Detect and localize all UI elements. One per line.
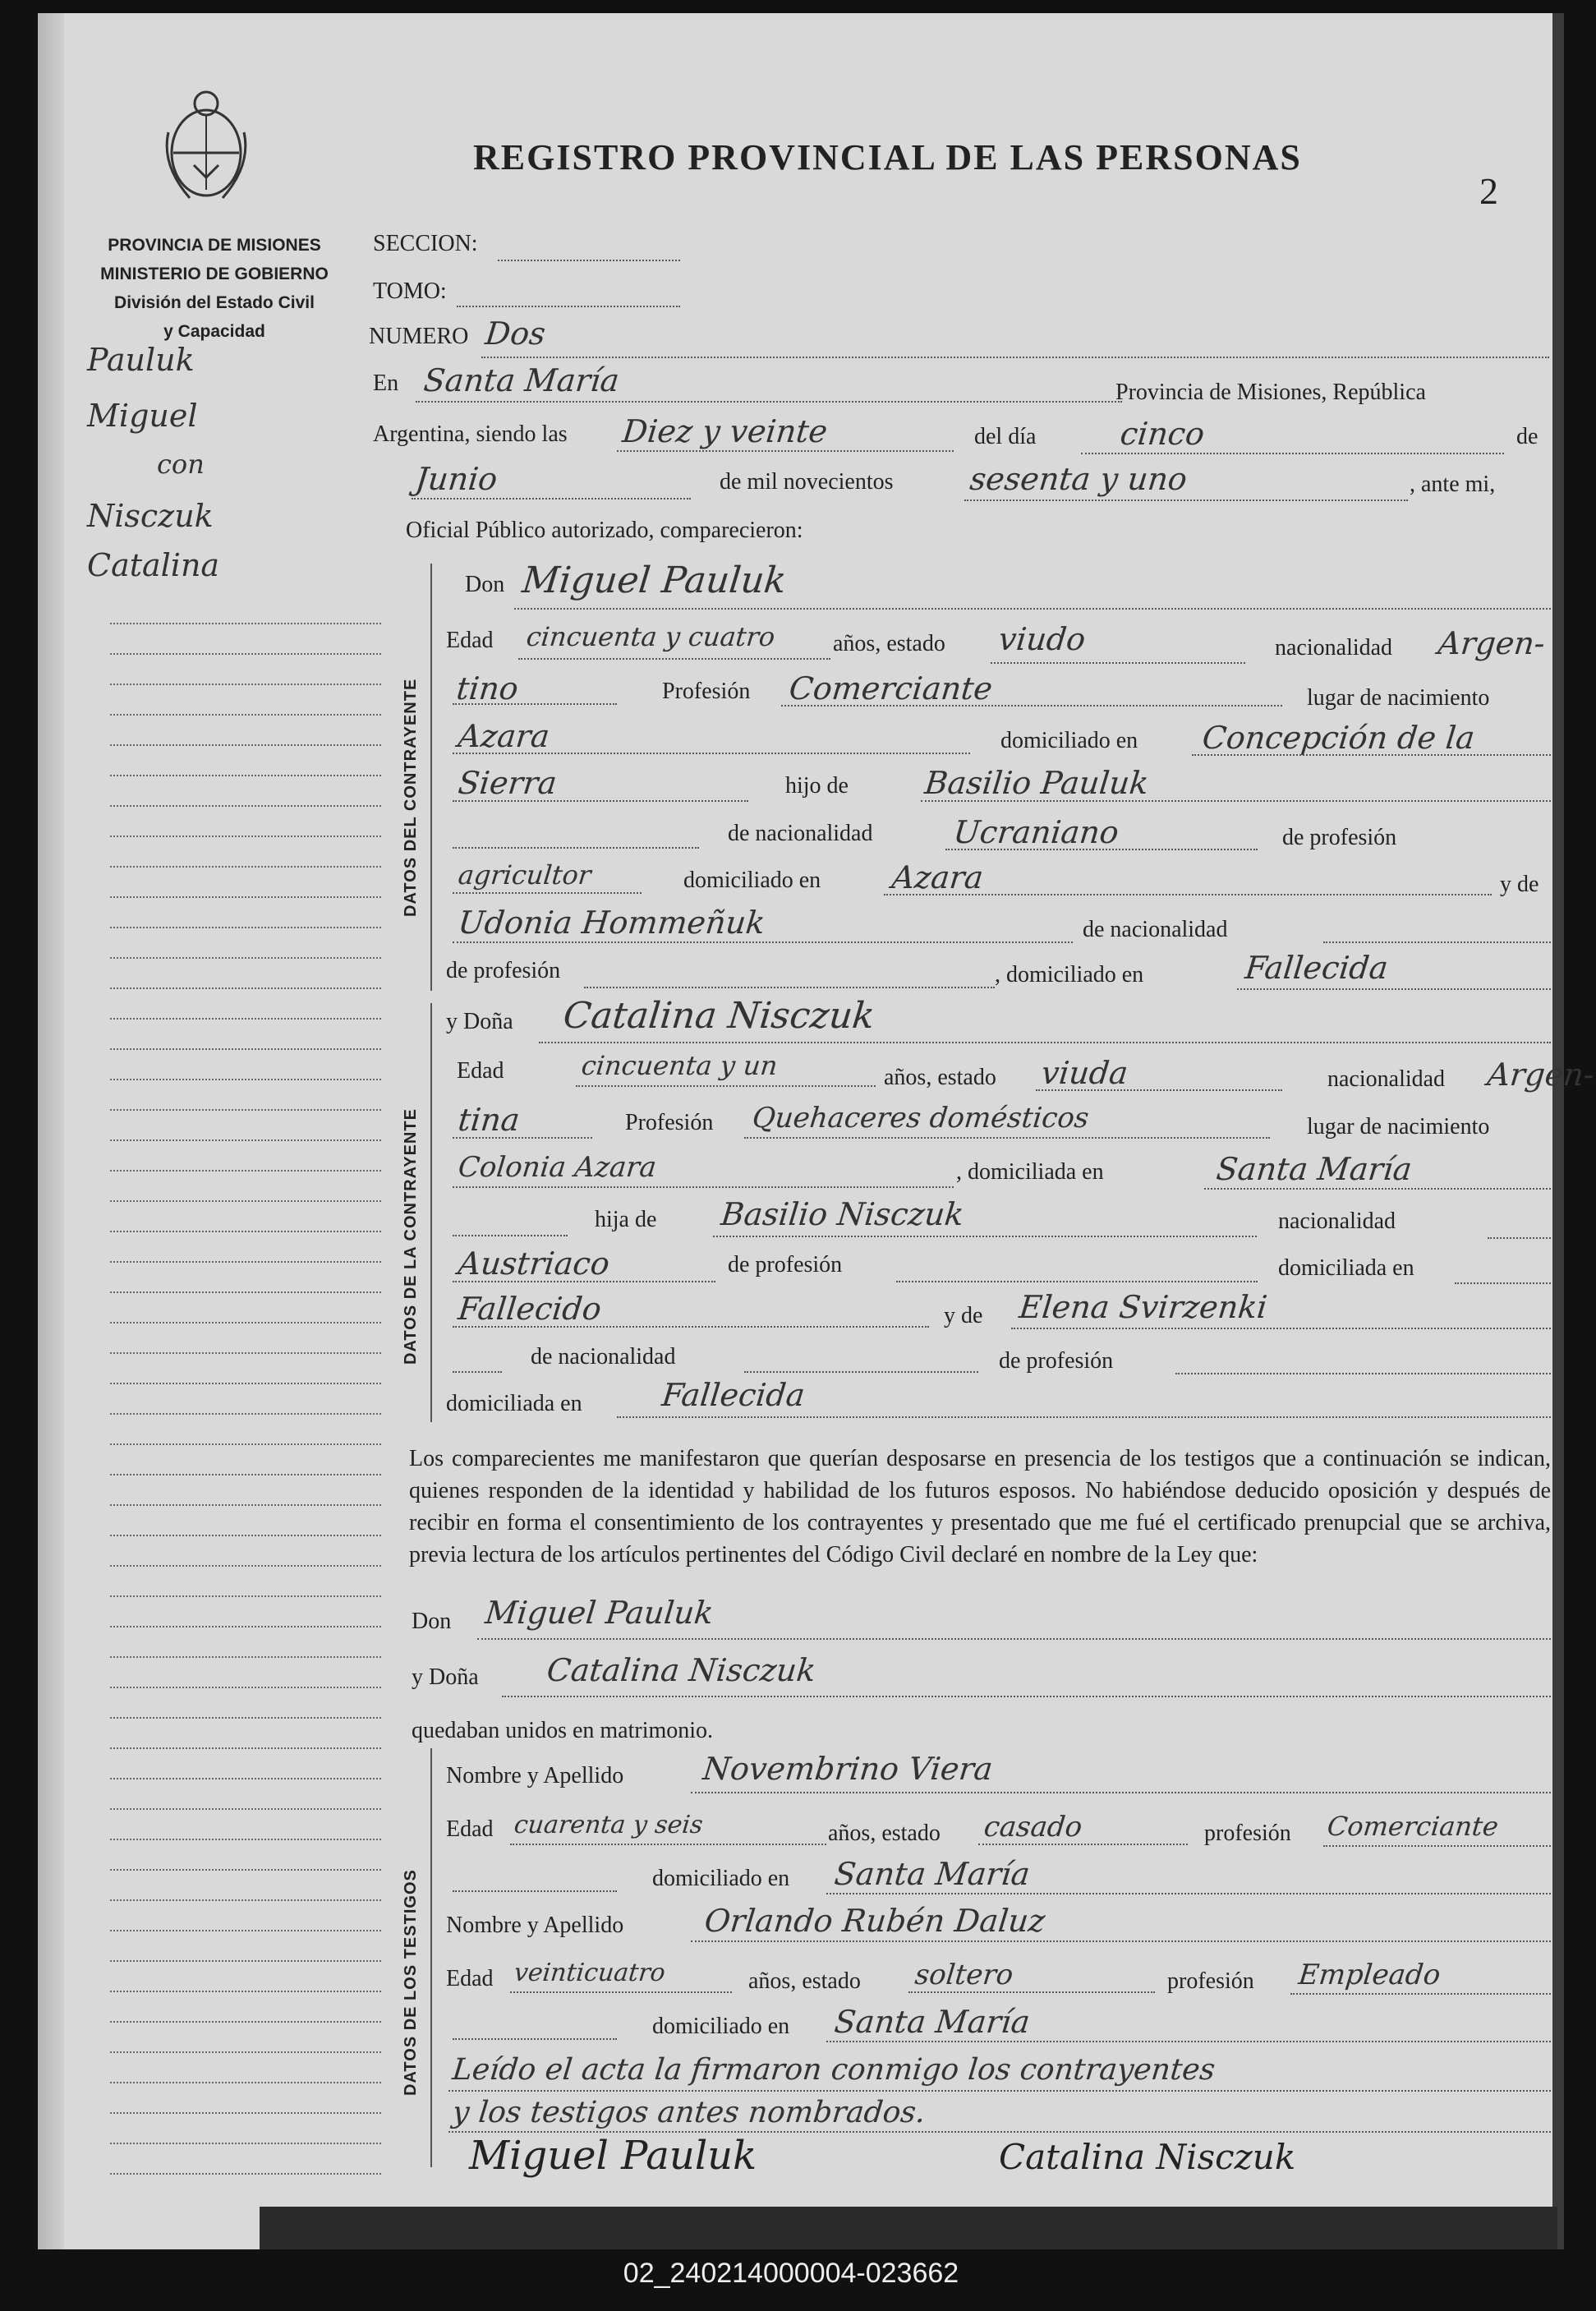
province-line-1: PROVINCIA DE MISIONES xyxy=(108,236,321,255)
margin-ruled-line xyxy=(110,1079,381,1080)
register-header: REGISTRO PROVINCIAL DE LAS PERSONAS xyxy=(473,137,1302,177)
witness-section-label: DATOS DE LOS TESTIGOS xyxy=(402,1869,420,2096)
w1-dom-pre-line xyxy=(453,1890,617,1892)
groom-father-prof: agricultor xyxy=(457,859,593,891)
w2-prof: Empleado xyxy=(1296,1959,1442,1991)
w2-dom-line xyxy=(826,2041,1551,2042)
en-value: Santa María xyxy=(421,362,622,398)
groom-mother-nac-label: de nacionalidad xyxy=(1083,917,1228,942)
groom-lugar-label: lugar de nacimiento xyxy=(1307,685,1490,711)
groom-lugar-line xyxy=(453,753,970,754)
hora-line xyxy=(617,450,954,452)
groom-prof-line xyxy=(781,705,1282,707)
groom-mother-prof-label: de profesión xyxy=(446,958,561,983)
groom-name-line xyxy=(514,608,1551,610)
bride-father-prof-label: de profesión xyxy=(728,1252,843,1277)
ano-value: sesenta y uno xyxy=(968,461,1189,497)
margin-ruled-line xyxy=(110,1200,381,1202)
hora-value: Diez y veinte xyxy=(620,413,830,449)
coat-of-arms-icon xyxy=(157,83,255,206)
groom-profesion-label: Profesión xyxy=(662,679,751,704)
bride-mother-line xyxy=(1011,1328,1551,1329)
margin-ruled-line xyxy=(110,1991,381,1992)
groom-father-dom-label: domiciliado en xyxy=(683,868,821,893)
margin-name-3: con xyxy=(157,449,205,480)
quedaban-label: quedaban unidos en matrimonio. xyxy=(412,1718,714,1743)
margin-ruled-line xyxy=(110,1808,381,1810)
bride-father-prof-line xyxy=(896,1281,1258,1282)
page-binding xyxy=(38,13,64,2249)
bride-mother-nac-line xyxy=(744,1371,978,1373)
margin-ruled-line xyxy=(110,1474,381,1475)
w1-estado-line xyxy=(978,1844,1188,1845)
tomo-line xyxy=(457,306,680,307)
bride-nac-a: Argen- xyxy=(1485,1057,1596,1093)
bride-dom: Santa María xyxy=(1214,1151,1414,1187)
de-label: de xyxy=(1516,424,1539,449)
mes-value: Junio xyxy=(413,461,499,497)
margin-ruled-line xyxy=(110,1109,381,1111)
bride-mother-prof-label: de profesión xyxy=(999,1348,1114,1374)
bride-lugar: Colonia Azara xyxy=(456,1151,659,1184)
margin-name-4: Nisczuk xyxy=(87,498,214,534)
closing-line-1: Leído el acta la firmaron conmigo los contrayentes xyxy=(450,2053,1217,2087)
w1-dom-label: domiciliado en xyxy=(652,1866,790,1891)
groom-section-border xyxy=(430,564,432,991)
dia-value: cinco xyxy=(1118,416,1207,452)
groom-nac-b: tino xyxy=(454,670,521,707)
ante-mi-label: , ante mi, xyxy=(1410,472,1496,497)
w2-estado-line xyxy=(908,1991,1155,1993)
groom-edad-label: Edad xyxy=(446,628,494,653)
decl-don-line xyxy=(477,1638,1551,1640)
seccion-label: SECCION: xyxy=(373,231,478,256)
groom-mother-line xyxy=(453,941,1073,943)
bride-estado: viuda xyxy=(1039,1055,1130,1091)
decl-don-label: Don xyxy=(412,1609,452,1634)
groom-section-label: DATOS DEL CONTRAYENTE xyxy=(402,678,420,917)
bride-mother-prof-line xyxy=(1175,1373,1551,1374)
w1-estado: casado xyxy=(982,1811,1084,1844)
ano-line xyxy=(964,499,1408,501)
groom-nac-b-line xyxy=(453,703,617,705)
bride-father-nac-label: nacionalidad xyxy=(1278,1208,1396,1234)
margin-ruled-line xyxy=(110,1687,381,1688)
tomo-label: TOMO: xyxy=(373,279,447,304)
groom-mother-dom-line xyxy=(1237,988,1551,990)
oficial-label: Oficial Público autorizado, comparecieron: xyxy=(406,518,803,543)
w1-prof: Comerciante xyxy=(1326,1811,1500,1842)
margin-ruled-line xyxy=(110,1869,381,1871)
numero-value: Dos xyxy=(483,315,548,352)
bride-lugar-label: lugar de nacimiento xyxy=(1307,1114,1490,1139)
margin-ruled-line xyxy=(110,1413,381,1415)
groom-prof: Comerciante xyxy=(787,670,995,707)
bride-mother-dom-label: domiciliada en xyxy=(446,1391,582,1416)
margin-ruled-line xyxy=(110,714,381,716)
margin-ruled-line xyxy=(110,1139,381,1141)
w2-dom-pre-line xyxy=(453,2038,617,2040)
w1-prof-line xyxy=(1323,1845,1551,1847)
bride-section-border xyxy=(430,1003,432,1422)
province-block xyxy=(83,231,346,346)
groom-estado: viudo xyxy=(996,621,1088,657)
bride-nac-b-line xyxy=(453,1137,592,1139)
margin-ruled-line xyxy=(110,1383,381,1384)
en-label: En xyxy=(373,371,399,396)
margin-ruled-line xyxy=(110,2082,381,2083)
groom-father-line xyxy=(921,800,1551,802)
margin-ruled-line xyxy=(110,1930,381,1931)
groom-nacionalidad-label: nacionalidad xyxy=(1275,635,1393,661)
bride-age-line xyxy=(576,1085,876,1087)
groom-dom-b: Sierra xyxy=(456,765,559,801)
margin-ruled-line xyxy=(110,1747,381,1749)
declaration-paragraph: Los comparecientes me manifestaron que querían desposarse en presencia de los testigos que a continuación se indican, quienes responden de la identidad y habilidad de los futuros esposos. No habiéndose deducido oposición y después de recibir en forma el consentimiento de los contrayentes y presentado que me fué el certificado prenupcial que se archiva, previa lectura de los artículos pertinentes del Código Civil declaré en nombre de la Ley que: xyxy=(409,1446,1551,1568)
margin-ruled-line xyxy=(110,1960,381,1962)
w2-dom-label: domiciliado en xyxy=(652,2014,790,2039)
witness-section-border xyxy=(430,1748,432,2167)
groom-dom-b-line xyxy=(453,800,748,802)
groom-age-line xyxy=(518,658,830,660)
groom-mother: Udonia Hommeñuk xyxy=(456,905,767,941)
groom-don-label: Don xyxy=(465,572,505,597)
w1-dom-line xyxy=(826,1893,1551,1894)
margin-ruled-line xyxy=(110,653,381,655)
dia-line xyxy=(1081,453,1504,454)
bride-domiciliada-label: , domiciliada en xyxy=(956,1159,1104,1185)
margin-ruled-line xyxy=(110,927,381,928)
bride-name-line xyxy=(539,1042,1551,1043)
bride-dom-line xyxy=(1204,1188,1551,1190)
groom-name: Miguel Pauluk xyxy=(520,559,789,601)
image-identifier: 02_240214000004-023662 xyxy=(623,2258,959,2289)
margin-ruled-line xyxy=(110,1352,381,1354)
margin-ruled-line xyxy=(110,1048,381,1050)
w1-name-line xyxy=(691,1792,1551,1793)
w2-dom: Santa María xyxy=(832,2004,1033,2040)
bride-mother-nac-label: de nacionalidad xyxy=(531,1344,676,1370)
numero-line xyxy=(481,357,1549,358)
bride-father-dom-line xyxy=(453,1326,929,1328)
bride-dona-label: y Doña xyxy=(446,1009,513,1034)
bottom-edge xyxy=(260,2207,1557,2249)
w2-age: veinticuatro xyxy=(513,1959,667,1987)
margin-ruled-line xyxy=(110,2143,381,2144)
w1-edad-label: Edad xyxy=(446,1816,494,1842)
register-page xyxy=(38,13,1596,2249)
groom-dom-a: Concepción de la xyxy=(1200,720,1477,756)
en-line xyxy=(416,401,1122,403)
page-edge xyxy=(1552,13,1564,2249)
w2-name-line xyxy=(691,1940,1551,1942)
bride-hija-label: hija de xyxy=(595,1207,657,1232)
w2-name: Orlando Rubén Daluz xyxy=(702,1903,1047,1939)
margin-ruled-line xyxy=(110,1261,381,1263)
provincia-label: Provincia de Misiones, República xyxy=(1115,380,1426,405)
numero-label: NUMERO xyxy=(369,324,469,349)
margin-ruled-line xyxy=(110,684,381,685)
margin-ruled-line xyxy=(110,1899,381,1901)
bride-edad-label: Edad xyxy=(457,1058,504,1084)
margin-ruled-line xyxy=(110,2051,381,2053)
bride-father-nac-tail-line xyxy=(1488,1237,1551,1239)
groom-father: Basilio Pauluk xyxy=(922,765,1151,801)
w2-edad-label: Edad xyxy=(446,1966,494,1991)
groom-father-dom: Azara xyxy=(890,859,986,895)
bride-mother: Elena Svirzenki xyxy=(1017,1289,1269,1325)
margin-ruled-line xyxy=(110,1778,381,1779)
groom-father-nac: Ucraniano xyxy=(951,814,1121,850)
w1-anos-estado-label: años, estado xyxy=(828,1821,941,1846)
margin-ruled-line xyxy=(110,805,381,807)
w2-profesion-label: profesión xyxy=(1167,1968,1254,1994)
groom-mother-prof-line xyxy=(584,987,995,988)
margin-ruled-line xyxy=(110,775,381,776)
w1-dom: Santa María xyxy=(832,1856,1033,1892)
margin-ruled-line xyxy=(110,1504,381,1506)
bride-mother-pre-line xyxy=(453,1371,502,1373)
groom-father-nac-line xyxy=(945,849,1258,850)
del-dia-label: del día xyxy=(974,424,1037,449)
seccion-line xyxy=(498,260,680,261)
bride-anos-estado-label: años, estado xyxy=(884,1065,996,1090)
groom-anos-estado-label: años, estado xyxy=(833,631,945,656)
margin-name-2: Miguel xyxy=(87,398,198,434)
margin-ruled-line xyxy=(110,1018,381,1020)
margin-ruled-line xyxy=(110,1595,381,1597)
margin-ruled-line xyxy=(110,1231,381,1232)
argentina-siendo-label: Argentina, siendo las xyxy=(373,421,568,447)
closing-line-2: y los testigos antes nombrados. xyxy=(450,2096,927,2129)
bride-nacionalidad-label: nacionalidad xyxy=(1327,1066,1446,1092)
groom-age: cincuenta y cuatro xyxy=(525,621,777,652)
groom-dom-a-line xyxy=(1192,754,1551,756)
bride-estado-line xyxy=(1036,1089,1282,1091)
w1-profesion-label: profesión xyxy=(1204,1821,1291,1846)
margin-ruled-line xyxy=(110,744,381,746)
decl-don-name: Miguel Pauluk xyxy=(483,1595,715,1631)
bride-nac-b: tina xyxy=(456,1102,522,1138)
bride-lugar-line xyxy=(453,1186,954,1188)
bride-father-nac: Austriaco xyxy=(456,1245,612,1282)
margin-ruled-line xyxy=(110,987,381,989)
bride-father-pre-line xyxy=(453,1235,568,1236)
bride-profesion-label: Profesión xyxy=(625,1110,714,1135)
w2-estado: soltero xyxy=(913,1959,1015,1991)
province-line-3: División del Estado Civil xyxy=(114,293,315,312)
bride-prof-line xyxy=(744,1137,1270,1139)
page-number: 2 xyxy=(1479,170,1498,212)
bride-section-label: DATOS DE LA CONTRAYENTE xyxy=(402,1108,420,1365)
margin-ruled-line xyxy=(110,896,381,898)
margin-ruled-line xyxy=(110,1322,381,1324)
groom-y-de-label: y de xyxy=(1500,872,1539,897)
w2-nombre-label: Nombre y Apellido xyxy=(446,1913,624,1938)
bride-father-dom-tail-line xyxy=(1455,1282,1551,1284)
groom-father-prof-label: de profesión xyxy=(1282,825,1397,850)
margin-ruled-line xyxy=(110,866,381,868)
groom-father-prof-line xyxy=(453,892,642,894)
bride-mother-dom-line xyxy=(617,1416,1551,1418)
bride-father-dom-label: domiciliada en xyxy=(1278,1255,1414,1281)
signature-bride: Catalina Nisczuk xyxy=(999,2137,1296,2177)
province-line-4: y Capacidad xyxy=(163,322,265,341)
decl-dona-name: Catalina Nisczuk xyxy=(545,1652,818,1688)
bride-name: Catalina Nisczuk xyxy=(561,995,877,1037)
margin-ruled-line xyxy=(110,1839,381,1840)
margin-ruled-line xyxy=(110,836,381,837)
groom-father-dom-line xyxy=(884,894,1492,895)
groom-mother-dom-label: , domiciliado en xyxy=(995,962,1144,987)
decl-dona-label: y Doña xyxy=(412,1664,479,1690)
decl-dona-line xyxy=(502,1696,1551,1697)
margin-ruled-line xyxy=(110,1170,381,1172)
margin-ruled-line xyxy=(110,1717,381,1719)
bride-father-line xyxy=(713,1236,1257,1237)
w1-nombre-label: Nombre y Apellido xyxy=(446,1763,624,1788)
margin-name-5: Catalina xyxy=(87,547,220,583)
bride-father: Basilio Nisczuk xyxy=(719,1196,966,1232)
margin-ruled-line xyxy=(110,1291,381,1293)
closing-line-1-rule xyxy=(448,2090,1551,2092)
w2-anos-estado-label: años, estado xyxy=(748,1968,861,1994)
margin-ruled-line xyxy=(110,623,381,624)
margin-ruled-line xyxy=(110,1626,381,1627)
groom-hijo-label: hijo de xyxy=(785,773,849,799)
margin-ruled-line xyxy=(110,2021,381,2023)
province-line-2: MINISTERIO DE GOBIERNO xyxy=(100,265,329,283)
groom-domiciliado-label: domiciliado en xyxy=(1000,728,1138,753)
margin-ruled-line xyxy=(110,1565,381,1567)
groom-father-nac-label: de nacionalidad xyxy=(728,821,873,846)
margin-ruled-line xyxy=(110,1656,381,1658)
bride-prof: Quehaceres domésticos xyxy=(750,1102,1091,1135)
margin-ruled-line xyxy=(110,957,381,959)
w1-age: cuarenta y seis xyxy=(513,1811,705,1839)
de-mil-label: de mil novecientos xyxy=(720,469,894,495)
margin-ruled-line xyxy=(110,1443,381,1445)
w1-age-line xyxy=(510,1844,826,1845)
w2-age-line xyxy=(510,1991,732,1993)
margin-name-1: Pauluk xyxy=(87,342,195,378)
w2-prof-line xyxy=(1290,1993,1551,1995)
margin-ruled-line xyxy=(110,1535,381,1536)
bride-mother-dom: Fallecida xyxy=(660,1377,807,1413)
groom-estado-line xyxy=(991,662,1245,664)
signature-groom: Miguel Pauluk xyxy=(469,2133,757,2179)
margin-ruled-line xyxy=(110,2112,381,2114)
groom-mother-dom: Fallecida xyxy=(1243,950,1390,986)
bride-father-nac-line xyxy=(453,1281,715,1282)
bride-y-de-label: y de xyxy=(944,1303,983,1328)
w1-name: Novembrino Viera xyxy=(701,1751,995,1787)
groom-father-nac-pre-line xyxy=(453,847,699,849)
groom-nac-a: Argen- xyxy=(1436,625,1548,661)
mes-line xyxy=(412,498,691,499)
bride-age: cincuenta y un xyxy=(580,1050,780,1081)
groom-lugar: Azara xyxy=(456,718,552,754)
margin-ruled-line xyxy=(110,2173,381,2175)
groom-mother-nac-line xyxy=(1323,941,1551,943)
bride-father-dom: Fallecido xyxy=(456,1291,604,1327)
